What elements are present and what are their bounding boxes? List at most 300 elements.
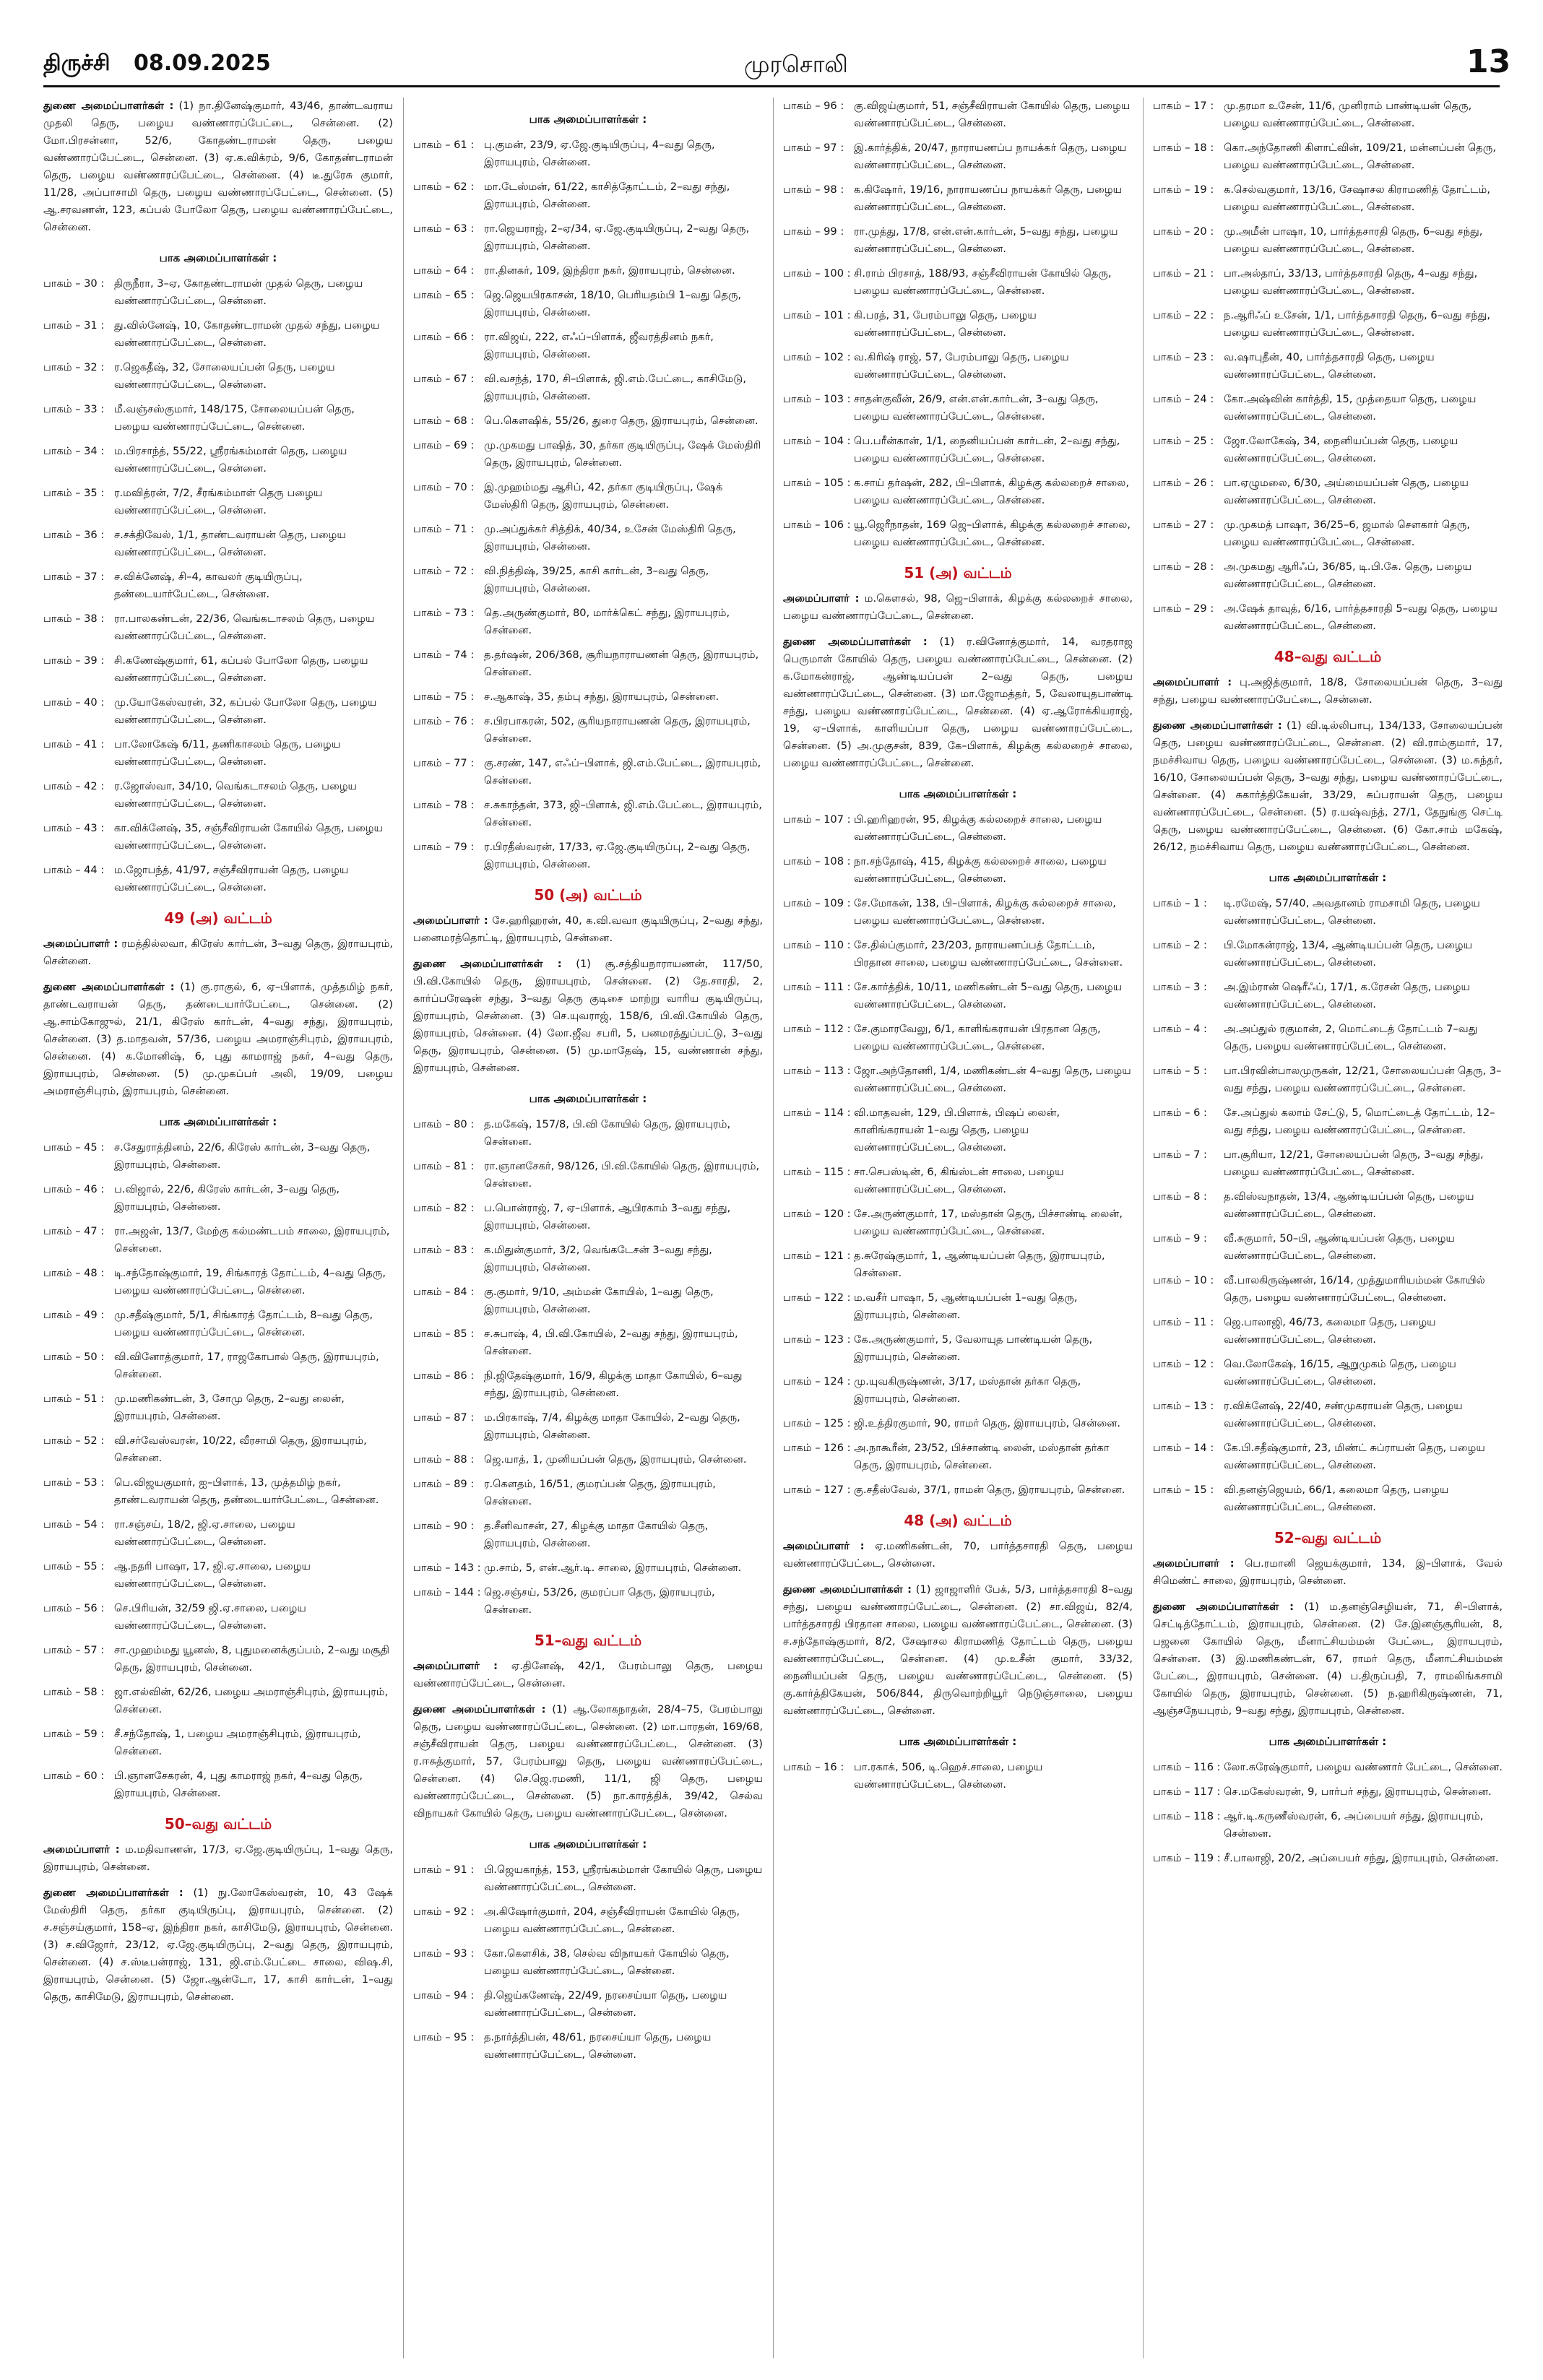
booth-number: பாகம் – 116 : (1153, 1761, 1221, 1773)
booth-entry (43, 1767, 393, 1802)
booth-number: பாகம் – 96 : (783, 100, 844, 112)
newspaper-name: முரசொலி (744, 51, 848, 78)
booth-entry (43, 1265, 393, 1299)
booth-entry (413, 329, 763, 363)
booth-number: பாகம் – 72 : (413, 565, 475, 577)
booth-number: பாகம் – 52 : (43, 1435, 105, 1447)
text-column-3 (783, 98, 1133, 2358)
role-label: அமைப்பாளர் : (1153, 1557, 1235, 1570)
member-paragraph (413, 956, 763, 1077)
booth-member: வி.சர்வேஸ்வரன், 10/22, வீரசாமி தெரு, இராயபுரம், சென்னை. (114, 1435, 367, 1464)
booth-entry (1153, 1759, 1503, 1776)
role-label: துணை அமைப்பாளர்கள் : (783, 636, 928, 648)
booth-member: அ.முகமது ஆரிஃப், 36/85, டி.பி.கே. தெரு, பழைய வண்ணாரப்பேட்டை, சென்னை. (1224, 561, 1472, 590)
booth-entry (413, 1409, 763, 1444)
booth-entry (783, 1759, 1133, 1793)
booth-number: பாகம் – 83 : (413, 1244, 475, 1256)
booth-number: பாகம் – 22 : (1153, 309, 1214, 321)
booth-entry (413, 1987, 763, 2022)
booth-number: பாகம் – 16 : (783, 1761, 844, 1773)
booth-member: தெ.அருண்குமார், 80, மார்க்கெட் சந்து, இராயபுரம், சென்னை. (484, 607, 730, 636)
booth-member: ந.ஆரிஃப் உசேன், 1/1, பார்த்தசாரதி தெரு, 6–வது சந்து, பழைய வண்ணாரப்பேட்டை, சென்னை. (1224, 309, 1490, 339)
booth-number: பாகம் – 38 : (43, 613, 105, 625)
booth-number: பாகம் – 143 : (413, 1562, 481, 1574)
booth-entry (1153, 349, 1503, 384)
booth-entry (43, 610, 393, 645)
booth-number: பாகம் – 70 : (413, 481, 475, 493)
booth-entry (43, 485, 393, 519)
booth-member: சீ.சந்தோஷ், 1, பழைய அமராஞ்சிபுரம், இராயபுரம், சென்னை. (114, 1728, 361, 1757)
section-subheading: பாக அமைப்பாளர்கள் : (159, 251, 277, 264)
booth-member: ஜெ.பாலாஜி, 46/73, கலைமா தெரு, பழைய வண்ணாரப்பேட்டை, சென்னை. (1224, 1316, 1436, 1346)
booth-entry (43, 1558, 393, 1593)
booth-member: பி.மோகன்ராஜ், 13/4, ஆண்டியப்பன் தெரு, பழைய வண்ணாரப்பேட்டை, சென்னை. (1224, 939, 1473, 969)
booth-member: பா.லோகேஷ் 6/11, தணிகாசலம் தெரு, பழைய வண்ணாரப்பேட்டை, சென்னை. (114, 738, 341, 768)
booth-number: பாகம் – 20 : (1153, 225, 1214, 238)
booth-member: து.வில்னேஷ், 10, கோதண்டராமன் முதல் சந்து, பழைய வண்ணாரப்பேட்டை, சென்னை. (114, 319, 380, 349)
booth-number: பாகம் – 126 : (783, 1442, 851, 1454)
member-details: பெ.ரமானி ஜெயக்குமார், 134, இ–பிளாக், வேல் சிமெண்ட் சாலை, இராயபுரம், சென்னை. (1153, 1557, 1503, 1587)
booth-entry (43, 443, 393, 477)
booth-member: மு.முகமது பாஷித், 30, தர்கா குடியிருப்பு, ஷேக் மேஸ்திரி தெரு, இராயபுரம், சென்னை. (484, 439, 761, 469)
booth-member: கோ.கௌசிக், 38, செல்வ விநாயகர் கோயில் தெரு, பழைய வண்ணாரப்பேட்டை, சென்னை. (484, 1947, 730, 1977)
booth-entry (783, 895, 1133, 930)
booth-entry (1153, 1146, 1503, 1181)
booth-number: பாகம் – 76 : (413, 715, 475, 727)
member-details: (1) ம.தனஞ்செழியன், 71, சி–பிளாக், செட்டித்தோட்டம், இராயபுரம், சென்னை. (2) சே.இனஞ்சூரியன், 8, பஜனை கோயில் தெரு, மீனாட்சியம்மன் பேட்டை, இராயபுரம், சென்னை. (3) இ.மணிகண்டன், 67, ராமர் தெரு, மீனாட்சியம்மன் பேட்டை, இராயபுரம், சென்னை. (4) ப.திருப்பதி, 7, ராமலிங்கசாமி கோயில் தெரு, இராயபுரம், சென்னை. (5) ந.ஹரிகிருஷ்ணன், 71, ஆஞ்சநேயபுரம், 9–வது சந்து, இராயபுரம், சென்னை. (1153, 1601, 1503, 1717)
booth-number: பாகம் – 35 : (43, 487, 105, 499)
booth-member: ஜி.உத்திரகுமார், 90, ராமர் தெரு, இராயபுரம், சென்னை. (854, 1417, 1121, 1429)
booth-number: பாகம் – 30 : (43, 277, 105, 290)
booth-entry (783, 1021, 1133, 1055)
booth-number: பாகம் – 23 : (1153, 351, 1214, 363)
booth-entry (43, 527, 393, 561)
booth-number: பாகம் – 110 : (783, 939, 851, 951)
booth-number: பாகம் – 48 : (43, 1267, 105, 1279)
booth-number: பாகம் – 49 : (43, 1309, 105, 1321)
booth-number: பாகம் – 33 : (43, 403, 105, 415)
section-subheading: பாக அமைப்பாளர்கள் : (899, 1735, 1017, 1748)
booth-number: பாகம் – 14 : (1153, 1442, 1214, 1454)
edition-date: 08.09.2025 (134, 51, 271, 76)
booth-entry (1153, 895, 1503, 930)
booth-number: பாகம் – 69 : (413, 439, 475, 451)
booth-member: த.நார்த்திபன், 48/61, நரசைய்யா தெரு, பழைய வண்ணாரப்பேட்டை, சென்னை. (484, 2031, 712, 2061)
booth-member: மு.யுவகிருஷ்ணன், 3/17, மஸ்தான் தர்கா தெரு, இராயபுரம், சென்னை. (854, 1375, 1081, 1405)
booth-number: பாகம் – 85 : (413, 1328, 475, 1340)
member-details: (1) ர.வினோத்குமார், 14, வரதராஜ பெருமாள் கோயில் தெரு, பழைய வண்ணாரப்பேட்டை, சென்னை. (2) க.மோகன்ராஜ், ஆண்டியப்பன் 2–வது தெரு, பழைய வண்ணாரப்பேட்டை, சென்னை. (3) மா.ஜோமத்தர், 5, வேலாயுதபாண்டி சந்து, பழைய வண்ணாரப்பேட்டை, சென்னை. (4) ஏ.ஆரோக்கியராஜ், 19, ஏ–பிளாக், காளியப்பா தெரு, பழைய வண்ணாரப்பேட்டை, சென்னை. (5) அ.முகுசன், 839, கே–பிளாக், கிழக்கு கல்லறைச் சாலை, பழைய வண்ணாரப்பேட்டை, சென்னை. (783, 636, 1133, 769)
booth-entry (413, 1116, 763, 1151)
booth-entry (1153, 558, 1503, 593)
ward-heading: 50–வது வட்டம் (164, 1815, 272, 1832)
booth-member: பா.பிரவின்பாலமுருகன், 12/21, சோலையப்பன் தெரு, 3–வது சந்து, பழைய வண்ணாரப்பேட்டை, சென்னை. (1224, 1065, 1502, 1094)
booth-member: ர.கௌதம், 16/51, குமரப்பன் தெரு, இராயபுரம், சென்னை. (484, 1478, 716, 1507)
booth-member: சே.தில்ப்குமார், 23/203, நாராயணப்பத் தோட்டம், பிரதான சாலை, பழைய வண்ணாரப்பேட்டை, சென்னை. (854, 939, 1123, 969)
booth-member: சே.அப்துல் கலாம் சேட்டு, 5, மொட்டைத் தோட்டம், 12–வது சந்து, பழைய வண்ணாரப்பேட்டை, சென்னை. (1224, 1107, 1495, 1136)
booth-member: திருநீரா, 3–ஏ, கோதண்டராமன் முதல் தெரு, பழைய வண்ணாரப்பேட்டை, சென்னை. (114, 277, 363, 307)
booth-member: ம.ஜோபந்த், 41/97, சஞ்சீவிராயன் தெரு, பழைய வண்ணாரப்பேட்டை, சென்னை. (114, 864, 349, 893)
booth-entry (413, 479, 763, 514)
booth-member: கே.பி.சதீஷ்குமார், 23, மிண்ட் சுப்ராயன் தெரு, பழைய வண்ணாரப்பேட்டை, சென்னை. (1224, 1442, 1485, 1471)
booth-entry (43, 1390, 393, 1425)
booth-entry (783, 139, 1133, 174)
booth-number: பாகம் – 46 : (43, 1183, 105, 1195)
booth-number: பாகம் – 106 : (783, 519, 851, 531)
booth-member: ரா.தினகர், 109, இந்திரா நகர், இராயபுரம், சென்னை. (484, 264, 735, 277)
member-paragraph (783, 633, 1133, 772)
booth-entry (43, 317, 393, 352)
booth-member: ஜெ.ஜெயபிரகாசன், 18/10, பெரியதம்பி 1–வது தெரு, இராயபுரம், சென்னை. (484, 289, 742, 319)
booth-number: பாகம் – 36 : (43, 529, 105, 541)
member-paragraph (783, 1581, 1133, 1720)
booth-number: பாகம் – 17 : (1153, 100, 1214, 112)
booth-entry (1153, 181, 1503, 216)
booth-entry (413, 412, 763, 430)
member-paragraph (783, 1538, 1133, 1572)
member-paragraph (1153, 1598, 1503, 1720)
booth-member: ர.பிரதீஸ்வரன், 17/33, ஏ.ஜே.குடியிருப்பு, 2–வது தெரு, இராயபுரம், சென்னை. (484, 841, 751, 870)
booth-entry (413, 2029, 763, 2064)
role-label: அமைப்பாளர் : (783, 592, 860, 605)
booth-entry (783, 307, 1133, 342)
booth-number: பாகம் – 92 : (413, 1905, 475, 1918)
member-details: (1) சூ.சத்தியநாராயணன், 117/50, பி.வி.கோயில் தெரு, இராயபுரம், சென்னை. (2) தே.சாரதி, 2, கார்ப்பரேஷன் சந்து, 3–வது தெரு குடிசை மாற்று வாரிய குடியிருப்பு, இராயபுரம், சென்னை. (3) செ.யுவராஜ், 158/6, பி.வி.கோயில் தெரு, இராயபுரம், சென்னை. (4) லோ.ஜீவ சபரி, 5, பனமரத்துப்பட்டு, 3–வது தெரு, இராயபுரம், சென்னை. (5) மு.மாதேஷ், 15, வண்ணான் சந்து, இராயபுரம், சென்னை. (413, 958, 763, 1074)
booth-number: பாகம் – 75 : (413, 691, 475, 703)
booth-entry (43, 1474, 393, 1509)
booth-entry (43, 1307, 393, 1341)
booth-entry (783, 937, 1133, 972)
booth-entry (43, 1139, 393, 1174)
booth-entry (783, 1481, 1133, 1499)
booth-member: கா.விக்னேஷ், 35, சஞ்சீவிராயன் கோயில் தெரு, பழைய வண்ணாரப்பேட்டை, சென்னை. (114, 822, 384, 852)
booth-entry (43, 1432, 393, 1467)
booth-number: பாகம் – 118 : (1153, 1810, 1221, 1822)
column-divider (1143, 98, 1144, 2358)
booth-entry (1153, 1063, 1503, 1097)
booth-member: ஆ.நதரி பாஷா, 17, ஜி.ஏ.சாலை, பழைய வண்ணாரப்பேட்டை, சென்னை. (114, 1560, 311, 1590)
booth-entry (413, 1861, 763, 1896)
booth-number: பாகம் – 10 : (1153, 1274, 1214, 1286)
booth-member: லோ.சுரேஷ்குமார், பழைய வண்ணார் பேட்டை, சென்னை. (1224, 1761, 1503, 1773)
booth-entry (1153, 1783, 1503, 1801)
booth-member: வீ.பாலகிருஷ்ணன், 16/14, முத்துமாரியம்மன் கோயில் தெரு, பழைய வண்ணாரப்பேட்டை, சென்னை. (1224, 1274, 1485, 1304)
booth-entry (1153, 433, 1503, 467)
booth-member: கோ.அஷ்வின் கார்த்தி, 15, முத்தையா தெரு, பழைய வண்ணாரப்பேட்டை, சென்னை. (1224, 393, 1477, 423)
booth-number: பாகம் – 47 : (43, 1225, 105, 1237)
booth-member: ரா.பாலகண்டன், 22/36, வெங்கடாசலம் தெரு, பழைய வண்ணாரப்பேட்டை, சென்னை. (114, 613, 375, 642)
booth-entry (43, 1642, 393, 1676)
booth-member: ஜெ.சஞ்சய், 53/26, குமரப்பா தெரு, இராயபுரம், சென்னை. (484, 1586, 715, 1616)
booth-member: சி.ராம் பிரசாத், 188/93, சஞ்சீவிராயன் கோயில் தெரு, பழைய வண்ணாரப்பேட்டை, சென்னை. (854, 267, 1112, 297)
member-paragraph (1153, 1555, 1503, 1590)
booth-number: பாகம் – 15 : (1153, 1484, 1214, 1496)
booth-number: பாகம் – 82 : (413, 1202, 475, 1214)
member-paragraph (43, 1841, 393, 1876)
role-label: அமைப்பாளர் : (413, 1660, 498, 1672)
booth-number: பாகம் – 13 : (1153, 1400, 1214, 1412)
booth-entry (1153, 1230, 1503, 1265)
booth-member: கு.சரண், 147, எஃப்–பிளாக், ஜி.எம்.பேட்டை, இராயபுரம், சென்னை. (484, 757, 761, 787)
booth-entry (413, 220, 763, 255)
member-details: (1) நா.தினேஷ்குமார், 43/46, தாண்டவராய முதலி தெரு, பழைய வண்ணாரப்பேட்டை, சென்னை. (2) மோ.பிரசன்னா, 52/6, கோதண்டராமன் தெரு, பழைய வண்ணாரப்பேட்டை, சென்னை. (3) ஏ.க.விக்ரம், 9/6, கோதண்டராமன் தெரு, பழைய வண்ணாரப்பேட்டை, சென்னை. (4) டீ.துரேசு குமார், 11/28, அப்பாசாமி தெரு, பழைய வண்ணாரப்பேட்டை, சென்னை. (5) ஆ.சரவணன், 123, கப்பல் போலோ தெரு, பழைய வண்ணாரப்பேட்டை, சென்னை. (43, 100, 393, 233)
booth-number: பாகம் – 144 : (413, 1586, 481, 1598)
booth-number: பாகம் – 53 : (43, 1476, 105, 1489)
booth-entry (413, 521, 763, 555)
role-label: துணை அமைப்பாளர்கள் : (43, 100, 174, 112)
booth-entry (43, 778, 393, 813)
booth-number: பாகம் – 112 : (783, 1023, 851, 1035)
booth-member: மு.சாம், 5, என்.ஆர்.டி. சாலை, இராயபுரம், சென்னை. (484, 1562, 742, 1574)
booth-number: பாகம் – 7 : (1153, 1148, 1207, 1161)
booth-member: செ.பிரியன், 32/59 ஜி.ஏ.சாலை, பழைய வண்ணாரப்பேட்டை, சென்னை. (114, 1602, 306, 1632)
booth-number: பாகம் – 56 : (43, 1602, 105, 1614)
booth-number: பாகம் – 3 : (1153, 981, 1207, 993)
edition-city: திருச்சி (43, 51, 111, 76)
booth-number: பாகம் – 43 : (43, 822, 105, 834)
booth-member: இ.முஹம்மது ஆசிப், 42, தர்கா குடியிருப்பு, ஷேக் மேஸ்திரி தெரு, இராயபுரம், சென்னை. (484, 481, 723, 511)
booth-member: சே.கார்த்திக், 10/11, மணிகண்டன் 5–வது தெரு, பழைய வண்ணாரப்பேட்டை, சென்னை. (854, 981, 1123, 1011)
booth-number: பாகம் – 84 : (413, 1286, 475, 1298)
section-subheading: பாக அமைப்பாளர்கள் : (529, 113, 647, 126)
text-column-1 (43, 98, 393, 2358)
member-details: பு.அஜித்குமார், 18/8, சோலையப்பன் தெரு, 3–வது சந்து, பழைய வண்ணாரப்பேட்டை, சென்னை. (1153, 676, 1503, 706)
booth-entry (413, 1284, 763, 1318)
booth-member: ர.மவித்ரன், 7/2, சீரங்கம்மாள் தெரு பழைய வண்ணாரப்பேட்டை, சென்னை. (114, 487, 323, 516)
booth-member: பா.சூரியா, 12/21, சோலையப்பன் தெரு, 3–வது சந்து, பழைய வண்ணாரப்பேட்டை, சென்னை. (1224, 1148, 1484, 1178)
booth-member: மு.யோகேஸ்வரன், 32, கப்பல் போலோ தெரு, பழைய வண்ணாரப்பேட்டை, சென்னை. (114, 696, 377, 726)
ward-heading: 52–வது வட்டம் (1274, 1529, 1382, 1546)
booth-entry (43, 820, 393, 854)
booth-member: ச.விக்னேஷ், சி–4, காவலர் குடியிருப்பு, தண்டையார்பேட்டை, சென்னை. (114, 571, 303, 600)
booth-entry (413, 1559, 763, 1577)
booth-number: பாகம் – 89 : (413, 1478, 475, 1490)
member-paragraph (1153, 717, 1503, 856)
booth-number: பாகம் – 100 : (783, 267, 851, 280)
booth-number: பாகம் – 73 : (413, 607, 475, 619)
booth-entry (783, 1373, 1133, 1408)
booth-member: ச.சுபாஷ், 4, பி.வி.கோயில், 2–வது சந்து, இராயபுரம், சென்னை. (484, 1328, 738, 1357)
booth-entry (1153, 1808, 1503, 1843)
booth-number: பாகம் – 102 : (783, 351, 851, 363)
booth-number: பாகம் – 60 : (43, 1770, 105, 1782)
booth-entry (1153, 600, 1503, 635)
booth-number: பாகம் – 5 : (1153, 1065, 1207, 1077)
section-subheading: பாக அமைப்பாளர்கள் : (529, 1092, 647, 1105)
member-paragraph (783, 590, 1133, 625)
booth-number: பாகம் – 125 : (783, 1417, 851, 1429)
booth-entry (413, 262, 763, 280)
booth-number: பாகம் – 108 : (783, 855, 851, 867)
booth-member: டி.சந்தோஷ்குமார், 19, சிங்காரத் தோட்டம், 4–வது தெரு, பழைய வண்ணாரப்பேட்டை, சென்னை. (114, 1267, 386, 1297)
ward-heading: 48–வது வட்டம் (1274, 648, 1382, 665)
booth-entry (1153, 1272, 1503, 1307)
booth-number: பாகம் – 50 : (43, 1351, 105, 1363)
booth-entry (413, 1518, 763, 1552)
booth-member: ர.ஜோஸ்வா, 34/10, வெங்கடாசலம் தெரு, பழைய வண்ணாரப்பேட்டை, சென்னை. (114, 780, 358, 810)
booth-member: மா.டேஸ்மன், 61/22, காசித்தோட்டம், 2–வது சந்து, இராயபுரம், சென்னை. (484, 181, 730, 210)
booth-entry (413, 1903, 763, 1938)
member-details: (1) நு.லோகேஸ்வரன், 10, 43 ஷேக் மேஸ்திரி தெரு, தர்கா குடியிருப்பு, இராயபுரம், சென்னை. (2) ச.சஞ்சய்குமார், 158–ஏ, இந்திரா நகர், காசிமேடு, இராயபுரம், சென்னை. (3) ச.விஜோர், 23/12, ஏ.ஜே.குடியிருப்பு, 2–வது தெரு, இராயபுரம், சென்னை. (4) ச.ஸ்டீபன்ராஜ், 131, ஜி.எம்.பேட்டை சாலை, விஷ.சி, இராயபுரம், சென்னை. (5) ஜோ.ஆன்டோ, 17, காசி கார்டன், 1–வது தெரு, காசிமேடு, இராயபுரம், சென்னை. (43, 1887, 393, 2003)
masthead (0, 0, 1543, 79)
booth-number: பாகம் – 64 : (413, 264, 475, 277)
booth-number: பாகம் – 27 : (1153, 519, 1214, 531)
booth-number: பாகம் – 32 : (43, 361, 105, 373)
booth-member: கு.குமார், 9/10, அம்மன் கோயில், 1–வது தெரு, இராயபுரம், சென்னை. (484, 1286, 714, 1315)
booth-number: பாகம் – 123 : (783, 1333, 851, 1346)
booth-member: சா.செபஸ்டின், 6, கிங்ஸ்டன் சாலை, பழைய வண்ணாரப்பேட்டை, சென்னை. (854, 1166, 1064, 1195)
member-paragraph (43, 979, 393, 1100)
booth-entry (1153, 1104, 1503, 1139)
ward-heading: 51 (அ) வட்டம் (904, 564, 1012, 581)
member-details: (1) கு.ராகுல், 6, ஏ–பிளாக், முத்தமிழ் நகர், தாண்டவராயன் தெரு, தண்டையார்பேட்டை, சென்னை. (2) ஆ.சாம்கோஜுல், 21/1, கிரேஸ் கார்டன், 4–வது சந்து, இராயபுரம், சென்னை. (3) த.மாதவன், 57/36, பழைய அமராஞ்சிபுரம், இராயபுரம், சென்னை. (4) க.மோனிஷ், 6, புது காமராஜ் நகர், 4–வது தெரு, இராயபுரம், சென்னை. (5) மு.முகப்பர் அலி, 19/09, பழைய அமராஞ்சிபுரம், இராயபுரம், சென்னை. (43, 981, 393, 1097)
booth-number: பாகம் – 62 : (413, 181, 475, 193)
booth-number: பாகம் – 113 : (783, 1065, 851, 1077)
booth-number: பாகம் – 93 : (413, 1947, 475, 1960)
booth-number: பாகம் – 44 : (43, 864, 105, 876)
booth-entry (1153, 516, 1503, 551)
booth-member: ரா.ஞானசேகர், 98/126, பி.வி.கோயில் தெரு, இராயபுரம், சென்னை. (484, 1160, 760, 1190)
booth-number: பாகம் – 1 : (1153, 897, 1207, 909)
booth-member: ர.ஜெகதீஷ், 32, சோலையப்பன் தெரு, பழைய வண்ணாரப்பேட்டை, சென்னை. (114, 361, 335, 391)
booth-member: யூ.ஜெரீநாதன், 169 ஜெ–பிளாக், கிழக்கு கல்லறைச் சாலை, பழைய வண்ணாரப்பேட்டை, சென்னை. (854, 519, 1131, 548)
booth-member: கொ.அந்தோணி கிளாட்வின், 109/21, மன்னப்பன் தெரு, பழைய வண்ணாரப்பேட்டை, சென்னை. (1224, 142, 1496, 171)
booth-number: பாகம் – 90 : (413, 1520, 475, 1532)
booth-number: பாகம் – 121 : (783, 1250, 851, 1262)
booth-entry (783, 811, 1133, 846)
booth-entry (413, 605, 763, 639)
booth-entry (413, 797, 763, 831)
booth-entry (43, 652, 393, 687)
booth-member: வ.கிரிஷ் ராஜ், 57, பேரம்பாலு தெரு, பழைய வண்ணாரப்பேட்டை, சென்னை. (854, 351, 1069, 381)
booth-number: பாகம் – 12 : (1153, 1358, 1214, 1370)
booth-member: வீ.சுகுமார், 50–பி, ஆண்டியப்பன் தெரு, பழைய வண்ணாரப்பேட்டை, சென்னை. (1224, 1232, 1455, 1262)
booth-number: பாகம் – 8 : (1153, 1190, 1207, 1203)
booth-entry (413, 1476, 763, 1510)
booth-number: பாகம் – 98 : (783, 183, 844, 196)
booth-member: ஜோ.லோகேஷ், 34, நைனியப்பன் தெரு, பழைய வண்ணாரப்பேட்டை, சென்னை. (1224, 435, 1458, 464)
booth-entry (413, 713, 763, 748)
booth-number: பாகம் – 34 : (43, 445, 105, 457)
booth-member: பெ.பரீன்கான், 1/1, நைனியப்பன் கார்டன், 2–வது சந்து, பழைய வண்ணாரப்பேட்டை, சென்னை. (854, 435, 1120, 464)
member-paragraph (413, 912, 763, 947)
booth-number: பாகம் – 31 : (43, 319, 105, 332)
booth-number: பாகம் – 55 : (43, 1560, 105, 1572)
booth-member: த.தர்ஷன், 206/368, சூரியநாராயணன் தெரு, இராயபுரம், சென்னை. (484, 649, 759, 678)
booth-entry (413, 1945, 763, 1980)
member-details: ம.மதிவாணன், 17/3, ஏ.ஜே.குடியிருப்பு, 1–வது தெரு, இராயபுரம், சென்னை. (43, 1843, 393, 1873)
booth-number: பாகம் – 99 : (783, 225, 844, 238)
booth-number: பாகம் – 45 : (43, 1141, 105, 1154)
booth-entry (43, 862, 393, 896)
booth-member: கே.அருண்குமார், 5, வேலாயுத பாண்டியன் தெரு, இராயபுரம், சென்னை. (854, 1333, 1093, 1363)
section-subheading: பாக அமைப்பாளர்கள் : (899, 787, 1017, 800)
member-details: (1) ஆ.லோகநாதன், 28/4–75, பேரம்பாலு தெரு, பழைய வண்ணாரப்பேட்டை, சென்னை. (2) மா.பாரதன், 169/68, சஞ்சீவிராயன் தெரு, பழைய வண்ணாரப்பேட்டை, சென்னை. (3) ர.ஈசுத்குமார், 57, பேரம்பாலு தெரு, பழைய வண்ணாரப்பேட்டை, சென்னை. (4) செ.ஜெ.ரமணி, 11/1, ஜி தெரு, பழைய வண்ணாரப்பேட்டை, சென்னை. (5) நா.காரத்திக், 39/42, செல்வ விநாயகர் கோயில் தெரு, பழைய வண்ணாரப்பேட்டை, சென்னை. (413, 1703, 763, 1819)
booth-entry (413, 178, 763, 213)
booth-number: பாகம் – 59 : (43, 1728, 105, 1740)
member-paragraph (413, 1658, 763, 1692)
booth-member: ரா.சஞ்சய், 18/2, ஜி.ஏ.சாலை, பழைய வண்ணாரப்பேட்டை, சென்னை. (114, 1518, 295, 1548)
booth-number: பாகம் – 97 : (783, 142, 844, 154)
booth-member: ஜா.எல்வின், 62/26, பழைய அமராஞ்சிபுரம், இராயபுரம், சென்னை. (114, 1686, 389, 1715)
booth-entry (43, 1726, 393, 1760)
booth-member: வி.வினோத்குமார், 17, ராஜகோபால் தெரு, இராயபுரம், சென்னை. (114, 1351, 379, 1380)
booth-entry (43, 736, 393, 771)
booth-number: பாகம் – 80 : (413, 1118, 475, 1130)
booth-member: ர.விக்னேஷ், 22/40, சண்முகராயன் தெரு, பழைய வண்ணாரப்பேட்டை, சென்னை. (1224, 1400, 1463, 1429)
booth-number: பாகம் – 61 : (413, 139, 475, 151)
booth-entry (1153, 1188, 1503, 1223)
booth-entry (783, 181, 1133, 216)
booth-member: பெ.கௌஷிக், 55/26, துரை தெரு, இராயபுரம், சென்னை. (484, 415, 758, 427)
booth-number: பாகம் – 9 : (1153, 1232, 1207, 1245)
booth-entry (413, 1367, 763, 1402)
booth-member: மு.முகமத் பாஷா, 36/25–6, ஜமால் சௌகார் தெரு, பழைய வண்ணாரப்பேட்டை, சென்னை. (1224, 519, 1471, 548)
booth-member: மு.சதீஷ்குமார், 5/1, சிங்காரத் தோட்டம், 8–வது தெரு, பழைய வண்ணாரப்பேட்டை, சென்னை. (114, 1309, 373, 1338)
booth-entry (413, 755, 763, 789)
booth-number: பாகம் – 115 : (783, 1166, 851, 1178)
booth-member: சே.குமாரவேலு, 6/1, காளிங்கராயன் பிரதான தெரு, பழைய வண்ணாரப்பேட்டை, சென்னை. (854, 1023, 1101, 1052)
booth-entry (1153, 98, 1503, 132)
booth-number: பாகம் – 81 : (413, 1160, 475, 1172)
booth-member: அ.நாகூரீன், 23/52, பிச்சாண்டி லைன், மஸ்தான் தர்கா தெரு, இராயபுரம், சென்னை. (854, 1442, 1110, 1471)
booth-member: ச.சக்திவேல், 1/1, தாண்டவராயன் தெரு, பழைய வண்ணாரப்பேட்டை, சென்னை. (114, 529, 346, 558)
booth-member: ப.பொன்ராஜ், 7, ஏ–பிளாக், ஆபிரகாம் 3–வது சந்து, இராயபுரம், சென்னை. (484, 1202, 731, 1232)
ward-heading: 48 (அ) வட்டம் (904, 1512, 1012, 1529)
booth-entry (783, 98, 1133, 132)
member-details: ஏ.மணிகண்டன், 70, பார்த்தசாரதி தெரு, பழைய வண்ணாரப்பேட்டை, சென்னை. (783, 1540, 1133, 1570)
booth-number: பாகம் – 51 : (43, 1393, 105, 1405)
booth-number: பாகம் – 29 : (1153, 602, 1214, 615)
booth-number: பாகம் – 94 : (413, 1989, 475, 2002)
booth-member: பி.ஹரிஹரன், 95, கிழக்கு கல்லறைச் சாலை, பழைய வண்ணாரப்பேட்டை, சென்னை. (854, 813, 1102, 843)
booth-member: ச.பிரபாகரன், 502, சூரியநாராயணன் தெரு, இராயபுரம், சென்னை. (484, 715, 751, 745)
booth-member: ம.பிரகாஷ், 7/4, கிழக்கு மாதா கோயில், 2–வது தெரு, இராயபுரம், சென்னை. (484, 1411, 740, 1441)
booth-member: பா.ஏழுமலை, 6/30, அய்மையப்பன் தெரு, பழைய வண்ணாரப்பேட்டை, சென்னை. (1224, 477, 1469, 506)
booth-number: பாகம் – 19 : (1153, 183, 1214, 196)
booth-entry (43, 275, 393, 310)
booth-member: ம.வசீர் பாஷா, 5, ஆண்டியப்பன் 1–வது தெரு, இராயபுரம், சென்னை. (854, 1291, 1078, 1321)
booth-number: பாகம் – 24 : (1153, 393, 1214, 405)
member-paragraph (43, 935, 393, 970)
role-label: அமைப்பாளர் : (783, 1540, 865, 1552)
booth-member: நி.ஜிதேஷ்குமார், 16/9, கிழக்கு மாதா கோயில், 6–வது சந்து, இராயபுரம், சென்னை. (484, 1369, 743, 1399)
header-rule (43, 85, 1500, 87)
booth-entry (413, 646, 763, 681)
column-divider (403, 98, 404, 2358)
ward-heading: 51–வது வட்டம் (534, 1632, 642, 1649)
booth-number: பாகம் – 57 : (43, 1644, 105, 1656)
booth-entry (413, 688, 763, 706)
booth-number: பாகம் – 2 : (1153, 939, 1207, 951)
booth-entry (413, 371, 763, 405)
role-label: துணை அமைப்பாளர்கள் : (1153, 1601, 1294, 1613)
booth-number: பாகம் – 103 : (783, 393, 851, 405)
booth-entry (783, 265, 1133, 300)
booth-number: பாகம் – 37 : (43, 571, 105, 583)
role-label: துணை அமைப்பாளர்கள் : (43, 981, 175, 993)
booth-member: ரா.ஜெயராஜ், 2–ஏ/34, ஏ.ஜே.குடியிருப்பு, 2–வது தெரு, இராயபுரம், சென்னை. (484, 222, 750, 252)
member-details: ம.கௌசல், 98, ஜெ–பிளாக், கிழக்கு கல்லறைச் சாலை, பழைய வண்ணாரப்பேட்டை, சென்னை. (783, 592, 1133, 622)
booth-number: பாகம் – 91 : (413, 1864, 475, 1876)
booth-member: வி.மாதவன், 129, பி.பிளாக், பிஷப் லைன், காளிங்கராயன் 1–வது தெரு, பழைய வண்ணாரப்பேட்டை, சென்னை. (854, 1107, 1060, 1154)
booth-entry (783, 1063, 1133, 1097)
booth-number: பாகம் – 26 : (1153, 477, 1214, 489)
booth-entry (413, 437, 763, 472)
booth-entry (1153, 937, 1503, 972)
booth-member: த.சுரேஷ்குமார், 1, ஆண்டியப்பன் தெரு, இராயபுரம், சென்னை. (854, 1250, 1105, 1279)
section-subheading: பாக அமைப்பாளர்கள் : (529, 1838, 647, 1851)
ward-heading: 50 (அ) வட்டம் (534, 886, 642, 904)
